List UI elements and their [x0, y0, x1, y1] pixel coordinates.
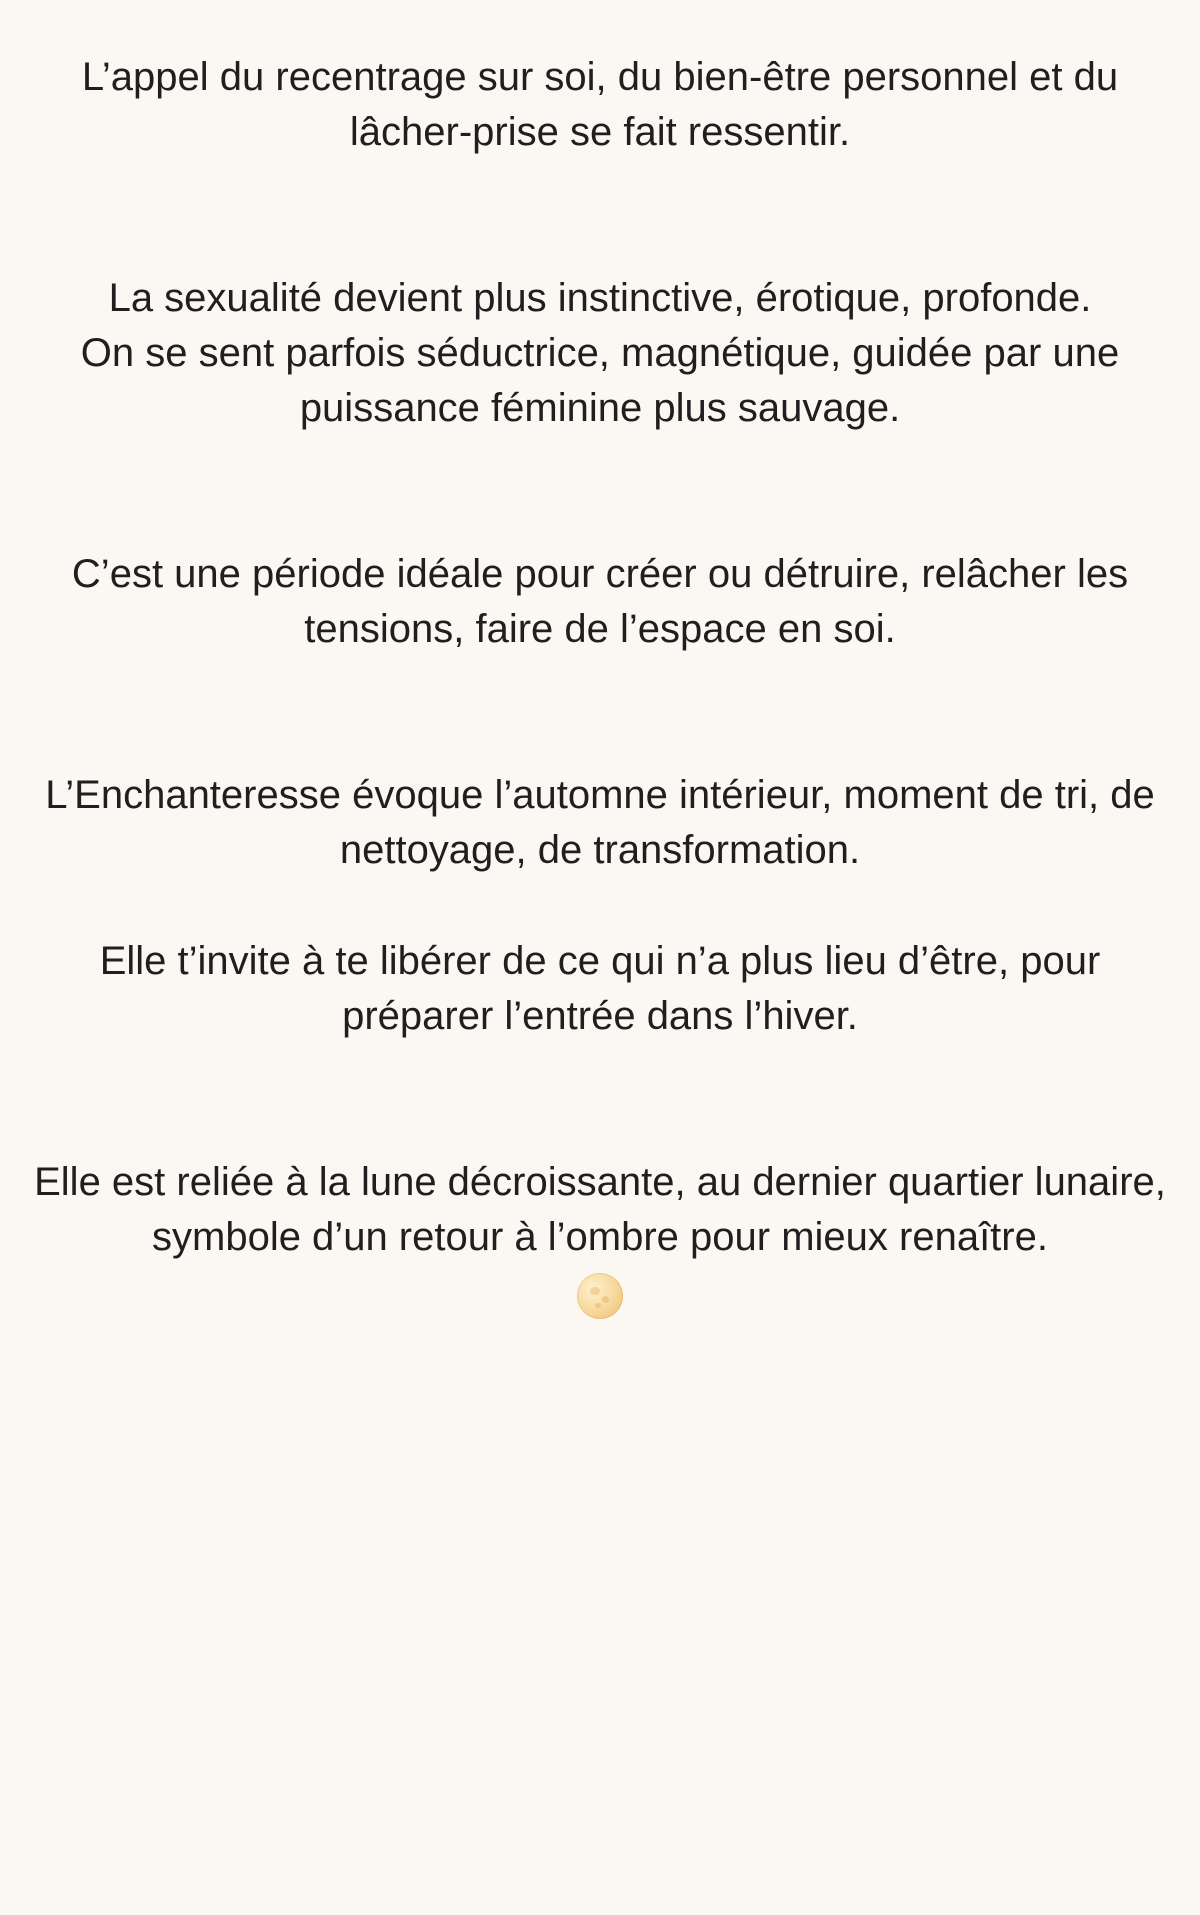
- full-moon-icon: [577, 1273, 623, 1319]
- paragraph-lune: [10, 1155, 1190, 1265]
- text-line: Elle est reliée à la lune décroissante, au dernier quartier lunaire,: [34, 1160, 1166, 1204]
- paragraph-periode: [10, 547, 1190, 657]
- moon-icon-wrap: [10, 1273, 1190, 1319]
- paragraph-invite: [10, 934, 1190, 1044]
- text-line: Elle t’invite à te libérer de ce qui n’a plus lieu d’être, pour: [99, 939, 1101, 983]
- text-line: On se sent parfois séductrice, magnétique, guidée par une: [80, 331, 1120, 375]
- text-line: lâcher-prise se fait ressentir.: [349, 110, 851, 154]
- moon-crater-icon: [590, 1287, 600, 1295]
- text-line: préparer l’entrée dans l’hiver.: [342, 994, 858, 1038]
- text-line: nettoyage, de transformation.: [339, 828, 861, 872]
- text-line: La sexualité devient plus instinctive, érotique, profonde.: [108, 276, 1092, 320]
- text-line: puissance féminine plus sauvage.: [299, 386, 901, 430]
- text-line: tensions, faire de l’espace en soi.: [304, 607, 896, 651]
- text-line: L’appel du recentrage sur soi, du bien-être personnel et du: [81, 55, 1119, 99]
- text-line: L’Enchanteresse évoque l’automne intérieur, moment de tri, de: [45, 773, 1155, 817]
- paragraph-recentrage: [10, 50, 1190, 160]
- text-line: C’est une période idéale pour créer ou détruire, relâcher les: [71, 552, 1129, 596]
- text-line: symbole d’un retour à l’ombre pour mieux renaître.: [152, 1215, 1048, 1259]
- paragraph-enchanteresse: [10, 768, 1190, 878]
- moon-crater-icon: [602, 1296, 609, 1303]
- moon-crater-icon: [595, 1303, 601, 1308]
- paragraph-sexualite: [10, 271, 1190, 436]
